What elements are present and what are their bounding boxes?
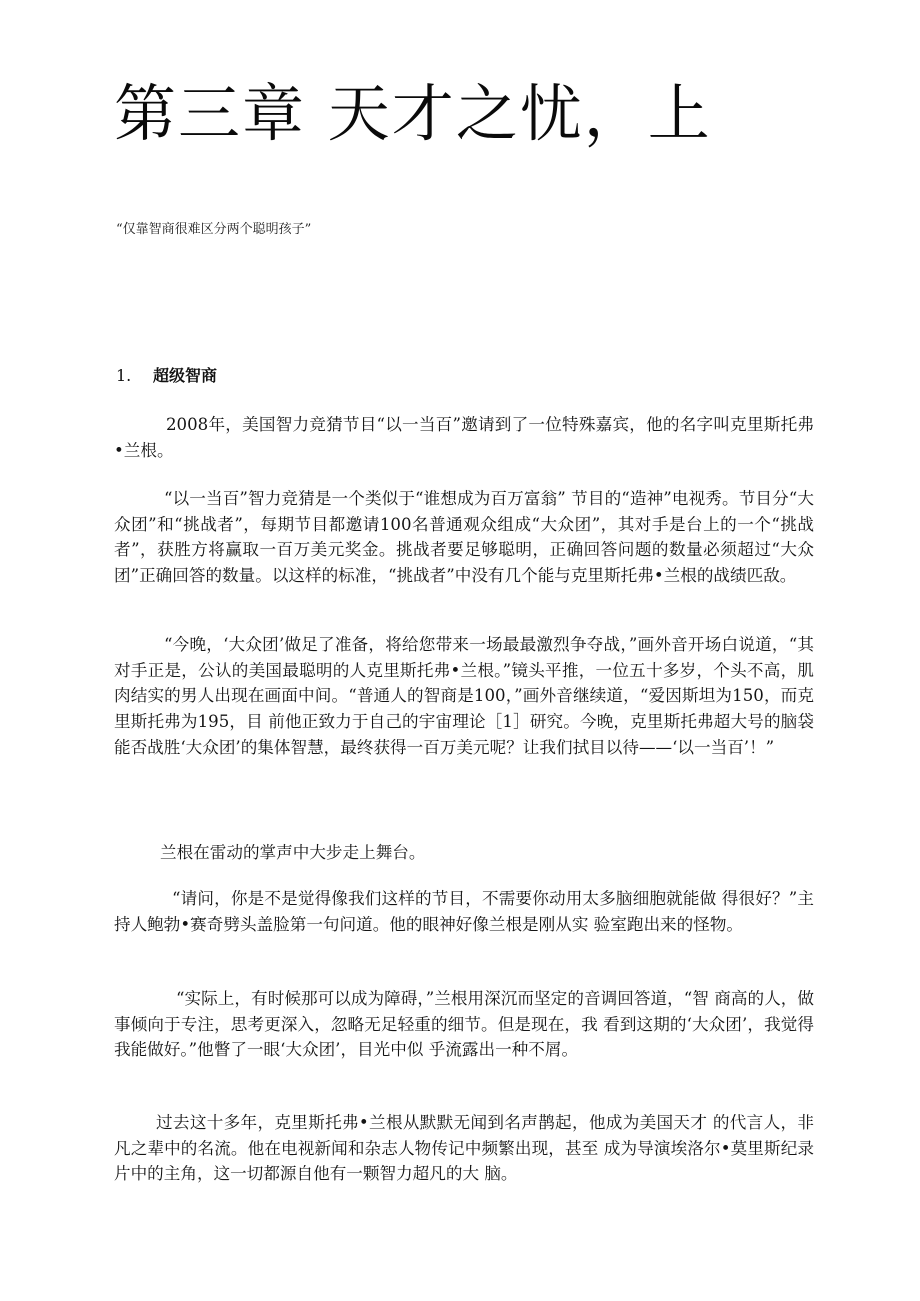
section-number: 1.	[116, 366, 132, 385]
chapter-title: 第三章 天才之忧，上	[114, 77, 712, 150]
body-paragraph: “请问，你是不是觉得像我们这样的节目，不需要你动用太多脑细胞就能做 得很好？”主持人鲍勃•赛奇劈头盖脸第一句问道。他的眼神好像兰根是刚从实 验室跑出来的怪物。	[114, 889, 814, 934]
section-title: 超级智商	[153, 366, 218, 385]
body-paragraph: 兰根在雷动的掌声中大步走上舞台。	[160, 843, 426, 862]
body-paragraph: 过去这十多年，克里斯托弗•兰根从默默无闻到名声鹊起，他成为美国天才 的代言人，非凡之辈中的名流。他在电视新闻和杂志人物传记中频繁出现，甚至 成为导演埃洛尔•莫里斯纪录片中的主角，这一切都源自他有一颗智力超凡的大 脑。	[114, 1113, 814, 1184]
section-heading	[116, 364, 217, 388]
body-paragraph: “以一当百”智力竞猜是一个类似于“谁想成为百万富翁” 节目的“造神”电视秀。节目分“大众团”和“挑战者”，每期节目都邀请100名普通观众组成“大众团”，其对手是台上的一个“挑战者”，获胜方将赢取一百万美元奖金。挑战者要足够聪明，正确回答问题的数量必须超过“大众团”正确回答的数量。以这样的标准，“挑战者”中没有几个能与克里斯托弗•兰根的战绩匹敌。	[114, 489, 814, 586]
chapter-epigraph: “仅靠智商很难区分两个聪明孩子”	[116, 222, 312, 237]
body-paragraph: “今晚，‘大众团’做足了准备，将给您带来一场最最激烈争夺战，”画外音开场白说道，“其对手正是，公认的美国最聪明的人克里斯托弗•兰根。”镜头平推，一位五十多岁，个头不高，肌肉结实的男人出现在画面中间。“普通人的智商是100，”画外音继续道，“爱因斯坦为150，而克里斯托弗为195，目 前他正致力于自己的宇宙理论［1］研究。今晚，克里斯托弗超大号的脑袋能否战胜‘大众团’的集体智慧，最终获得一百万美元呢？让我们拭目以待——‘以一当百’！”	[114, 635, 814, 757]
body-paragraph: “实际上，有时候那可以成为障碍，”兰根用深沉而坚定的音调回答道，“智 商高的人，做事倾向于专注，思考更深入，忽略无足轻重的细节。但是现在，我 看到这期的‘大众团’，我觉得我能做好。”他瞥了一眼‘大众团’，目光中似 乎流露出一种不屑。	[114, 989, 814, 1060]
body-paragraph: 2008年，美国智力竞猜节目“以一当百”邀请到了一位特殊嘉宾，他的名字叫克里斯托弗•兰根。	[114, 415, 814, 460]
